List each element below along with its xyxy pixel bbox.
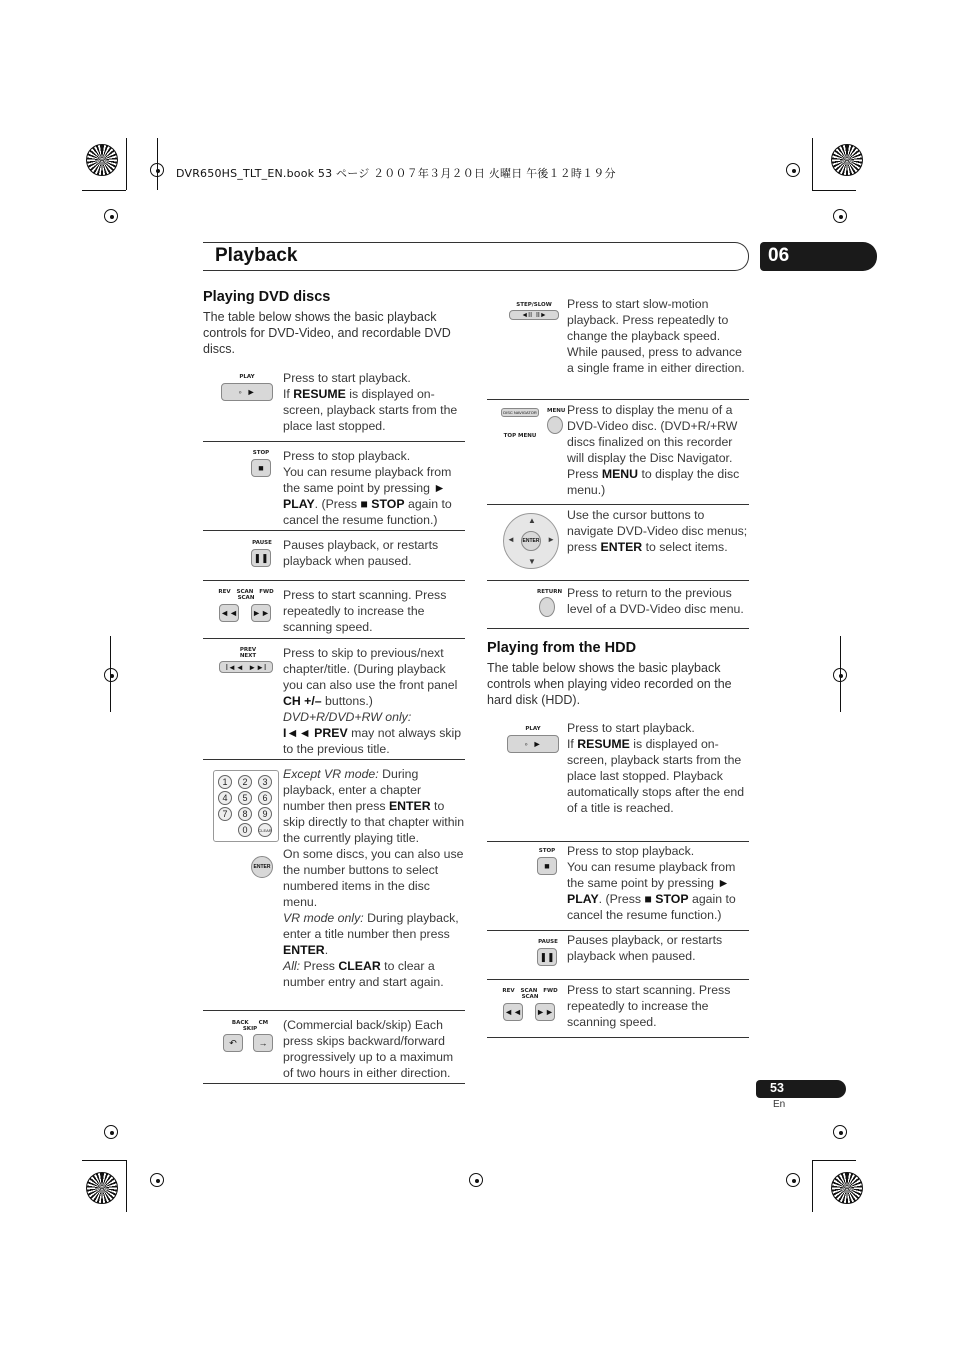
table-row xyxy=(487,842,749,931)
cm-back-skip-icon: BACK CM SKIP ↶ → xyxy=(223,1020,277,1052)
hdd-heading: Playing from the HDD xyxy=(487,640,637,656)
number-key: 3 xyxy=(258,775,272,789)
row-description: Press to start slow-motion playback. Press repeatedly to change the playback speed. While paused, press to advance a single frame in either direction. xyxy=(567,297,745,375)
table-row xyxy=(487,400,749,505)
table-row xyxy=(203,364,465,442)
language-code: En xyxy=(773,1099,786,1110)
section-title: Playback xyxy=(215,245,298,266)
number-key: CLEAR xyxy=(258,823,272,837)
crosshair-mark-icon xyxy=(786,163,800,177)
row-description: Press to return to the previous level of a DVD-Video disc menu. xyxy=(567,586,744,616)
icon-label: PAUSE xyxy=(252,540,272,546)
row-description: Press to stop playback. You can resume playback from the same point by pressing ► PLAY. (Press ■ STOP again to cancel the resume function.) xyxy=(283,449,452,527)
icon-label: RETURN xyxy=(537,589,563,595)
step-slow-buttons-icon: STEP/SLOW ◄II II► xyxy=(509,302,559,320)
table-row xyxy=(203,639,465,760)
table-row xyxy=(487,581,749,629)
crosshair-mark-icon xyxy=(104,209,118,223)
table-row xyxy=(487,980,749,1038)
table-row xyxy=(487,290,749,400)
crosshair-mark-icon xyxy=(833,209,847,223)
icon-label: STOP xyxy=(538,848,556,854)
row-description: Pauses playback, or restarts playback when paused. xyxy=(283,538,439,568)
return-button-icon xyxy=(537,589,563,617)
crop-mark xyxy=(82,1160,126,1161)
crop-mark xyxy=(82,190,126,191)
play-button-icon: PLAY ◦ ► xyxy=(221,374,273,401)
crop-mark xyxy=(812,1160,813,1212)
play-button-icon: PLAY ◦ ► xyxy=(507,726,559,753)
crop-mark xyxy=(840,636,841,712)
hdd-intro: The table below shows the basic playback controls when playing video recorded on the hard disk (HDD). xyxy=(487,661,732,707)
stop-button-icon: STOP ■ xyxy=(251,450,271,477)
table-row xyxy=(203,531,465,581)
disc-navigator-menu-icon: DISC NAVIGATOR TOP MENU MENU xyxy=(501,408,561,439)
crosshair-mark-icon xyxy=(104,668,118,682)
number-key: 2 xyxy=(238,775,252,789)
table-row xyxy=(203,760,465,1011)
number-key: 9 xyxy=(258,807,272,821)
icon-label: REV SCAN FWD SCAN xyxy=(502,988,558,1000)
table-row xyxy=(203,442,465,531)
cursor-pad-icon: ▲ ▼ ◄ ► ENTER xyxy=(503,513,559,569)
number-key: 8 xyxy=(238,807,252,821)
number-keypad-icon xyxy=(213,770,279,878)
crop-mark xyxy=(126,1160,127,1212)
print-header-line: DVR650HS_TLT_EN.book 53 ページ ２００７年３月２０日 火曜日 午後１２時１９分 xyxy=(176,167,616,180)
table-row xyxy=(487,505,749,581)
table-row xyxy=(203,1011,465,1084)
number-key: 7 xyxy=(218,807,232,821)
icon-label: REV SCAN FWD SCAN xyxy=(218,589,274,601)
section-title-bar xyxy=(203,242,749,271)
chapter-tab xyxy=(760,242,877,271)
crop-mark xyxy=(812,1160,856,1161)
dvd-heading: Playing DVD discs xyxy=(203,289,331,305)
dvd-intro: The table below shows the basic playback controls for DVD-Video, and recordable DVD discs. xyxy=(203,310,451,356)
registration-sunburst-icon xyxy=(86,1172,118,1204)
crop-mark xyxy=(157,138,158,190)
prev-next-buttons-icon: PREV NEXT I◄◄ ►►I xyxy=(219,647,277,673)
row-description: Press to display the menu of a DVD-Video disc. (DVD+R/+RW discs finalized on this recorder will display the Disc Navigator. Press MENU to display the disc menu.) xyxy=(567,403,740,497)
row-description: Press to start scanning. Press repeatedly to increase the scanning speed. xyxy=(567,983,731,1029)
pause-button-icon: PAUSE ❚❚ xyxy=(251,540,273,567)
number-key: 5 xyxy=(238,791,252,805)
icon-label: PLAY xyxy=(239,374,255,380)
crosshair-mark-icon xyxy=(786,1173,800,1187)
scan-buttons-icon: REV SCAN FWD SCAN ◄◄ ►► xyxy=(499,988,561,1021)
row-description: Press to start playback. If RESUME is displayed on-screen, playback starts from the place last stopped. xyxy=(283,371,458,433)
icon-label: PREV NEXT xyxy=(239,647,257,659)
chapter-number: 06 xyxy=(768,245,790,266)
row-description: Except VR mode: During playback, enter a chapter number then press ENTER to skip directly to that chapter within the currently playing title. On some discs, you can also use the number buttons to select numbered items in the disc menu. VR mode only: During playback, enter a title number then press ENTER. All: Press CLEAR to clear a number entry and start again. xyxy=(283,767,465,989)
row-description: Press to skip to previous/next chapter/title. (During playback you can also use the front panel CH +/– buttons.) DVD+R/DVD+RW only: I◄◄ PREV may not always skip to the previous title. xyxy=(283,646,462,756)
crop-mark xyxy=(110,636,111,712)
icon-label: STOP xyxy=(252,450,270,456)
row-description: Pauses playback, or restarts playback when paused. xyxy=(567,933,723,963)
pause-button-icon: PAUSE ❚❚ xyxy=(537,939,559,966)
crosshair-mark-icon xyxy=(469,1173,483,1187)
row-description: Press to start scanning. Press repeatedly to increase the scanning speed. xyxy=(283,588,447,634)
crosshair-mark-icon xyxy=(150,1173,164,1187)
crosshair-mark-icon xyxy=(833,1125,847,1139)
registration-sunburst-icon xyxy=(86,144,118,176)
row-description: Press to start playback. If RESUME is displayed on-screen, playback starts from the place last stopped. Playback automatically stops after the end of a title is reached. xyxy=(567,721,745,815)
crop-mark xyxy=(812,190,856,191)
number-key: 6 xyxy=(258,791,272,805)
table-row xyxy=(487,931,749,980)
icon-label: PAUSE xyxy=(538,939,558,945)
row-description: Use the cursor buttons to navigate DVD-Video disc menus; press ENTER to select items. xyxy=(567,508,748,554)
page-number: 53 xyxy=(770,1081,784,1095)
page-number-tab xyxy=(756,1080,846,1098)
number-key: 1 xyxy=(218,775,232,789)
number-keypad xyxy=(213,770,279,842)
number-key: 4 xyxy=(218,791,232,805)
number-key: 0 xyxy=(238,823,252,837)
table-row xyxy=(487,716,749,842)
row-description: Press to stop playback. You can resume playback from the same point by pressing ► PLAY. (Press ■ STOP again to cancel the resume function.) xyxy=(567,844,736,922)
crop-mark xyxy=(812,138,813,190)
registration-sunburst-icon xyxy=(831,144,863,176)
row-description: (Commercial back/skip) Each press skips backward/forward progressively up to a maximum of two hours in either direction. xyxy=(283,1018,454,1080)
icon-label: PLAY xyxy=(525,726,541,732)
icon-label: BACK CM SKIP xyxy=(231,1020,269,1032)
registration-sunburst-icon xyxy=(831,1172,863,1204)
crop-mark xyxy=(126,138,127,190)
table-row xyxy=(203,581,465,639)
scan-buttons-icon: REV SCAN FWD SCAN ◄◄ ►► xyxy=(215,589,277,622)
icon-label: STEP/SLOW xyxy=(516,302,552,308)
stop-button-icon: STOP ■ xyxy=(537,848,557,875)
crosshair-mark-icon xyxy=(104,1125,118,1139)
enter-button-icon: ENTER xyxy=(521,531,541,551)
enter-button-icon: ENTER xyxy=(251,856,273,878)
